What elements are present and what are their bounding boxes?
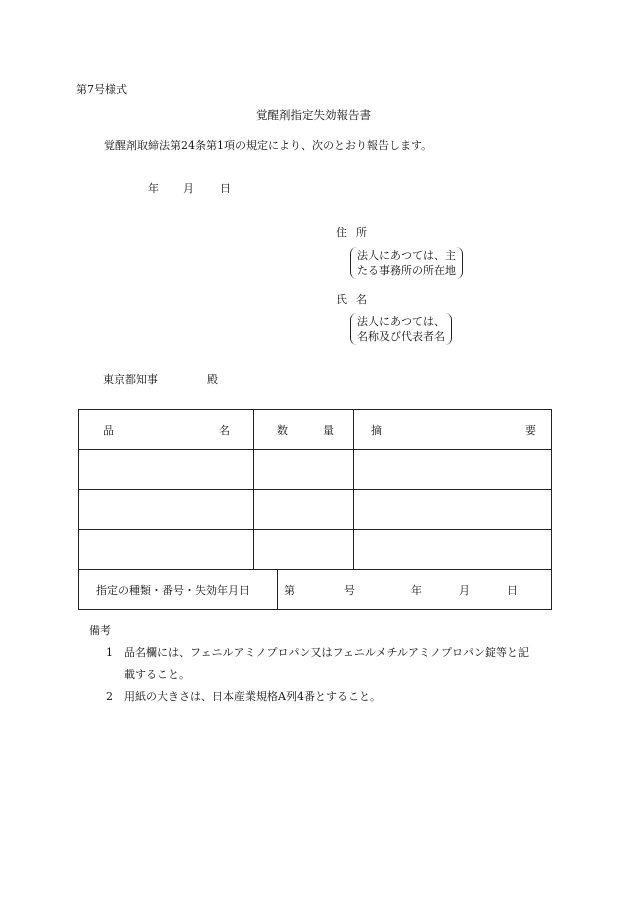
name-note-line1: 法人にあつては、 [357, 315, 445, 328]
intro-text: 覚醒剤取締法第24条第1項の規定により、次のとおり報告します。 [104, 139, 433, 152]
remark-note-text: 用紙の大きさは、日本産業規格A列4番とすること。 [124, 690, 381, 703]
footer-label: 指定の種類・番号・失効年月日 [96, 584, 250, 597]
footer-dai: 第 [284, 584, 295, 597]
memo-cell[interactable] [354, 450, 551, 489]
item-name-cell[interactable] [79, 450, 253, 489]
address-label: 住所 [336, 226, 376, 239]
header-item-left: 品 [103, 424, 114, 437]
table-row-divider [79, 569, 551, 570]
name-label: 氏名 [336, 293, 376, 306]
address-note [350, 247, 463, 279]
address-note-line2: たる事務所の所在地 [357, 264, 456, 277]
header-qty-left: 数 [277, 424, 288, 437]
name-note [350, 313, 452, 345]
date-month-label: 月 [183, 182, 194, 195]
remark-note-1 [106, 647, 529, 658]
footer-day: 日 [507, 584, 518, 597]
item-name-cell[interactable] [79, 490, 253, 529]
header-item-right: 名 [219, 424, 230, 437]
footer-go: 号 [344, 584, 355, 597]
date-day-label: 日 [220, 182, 231, 195]
remark-note-number: 1 [106, 646, 113, 659]
address-note-line1: 法人にあつては、主 [357, 249, 456, 262]
remark-note-1-continued: 載すること。 [124, 668, 190, 681]
date-year-label: 年 [148, 182, 159, 195]
addressee-honorific: 殿 [207, 373, 218, 386]
footer-year: 年 [411, 584, 422, 597]
header-memo-right: 要 [525, 424, 536, 437]
addressee-office: 東京都知事 [103, 373, 158, 386]
table-footer-divider [277, 569, 278, 610]
quantity-cell[interactable] [254, 450, 353, 489]
remark-note-2 [106, 691, 381, 702]
footer-month: 月 [459, 584, 470, 597]
remark-note-number: 2 [106, 690, 113, 703]
remarks-title: 備考 [89, 624, 111, 637]
report-table [78, 409, 552, 610]
quantity-cell[interactable] [254, 530, 353, 569]
form-number: 第7号様式 [76, 83, 127, 96]
header-qty-right: 量 [323, 424, 334, 437]
name-note-line2: 名称及び代表者名 [357, 330, 445, 343]
memo-cell[interactable] [354, 490, 551, 529]
item-name-cell[interactable] [79, 530, 253, 569]
remark-note-text: 品名欄には、フェニルアミノプロパン又はフェニルメチルアミノプロパン錠等と記 [124, 646, 530, 659]
document-title: 覚醒剤指定失効報告書 [256, 108, 371, 122]
quantity-cell[interactable] [254, 490, 353, 529]
header-memo-left: 摘 [371, 424, 382, 437]
memo-cell[interactable] [354, 530, 551, 569]
